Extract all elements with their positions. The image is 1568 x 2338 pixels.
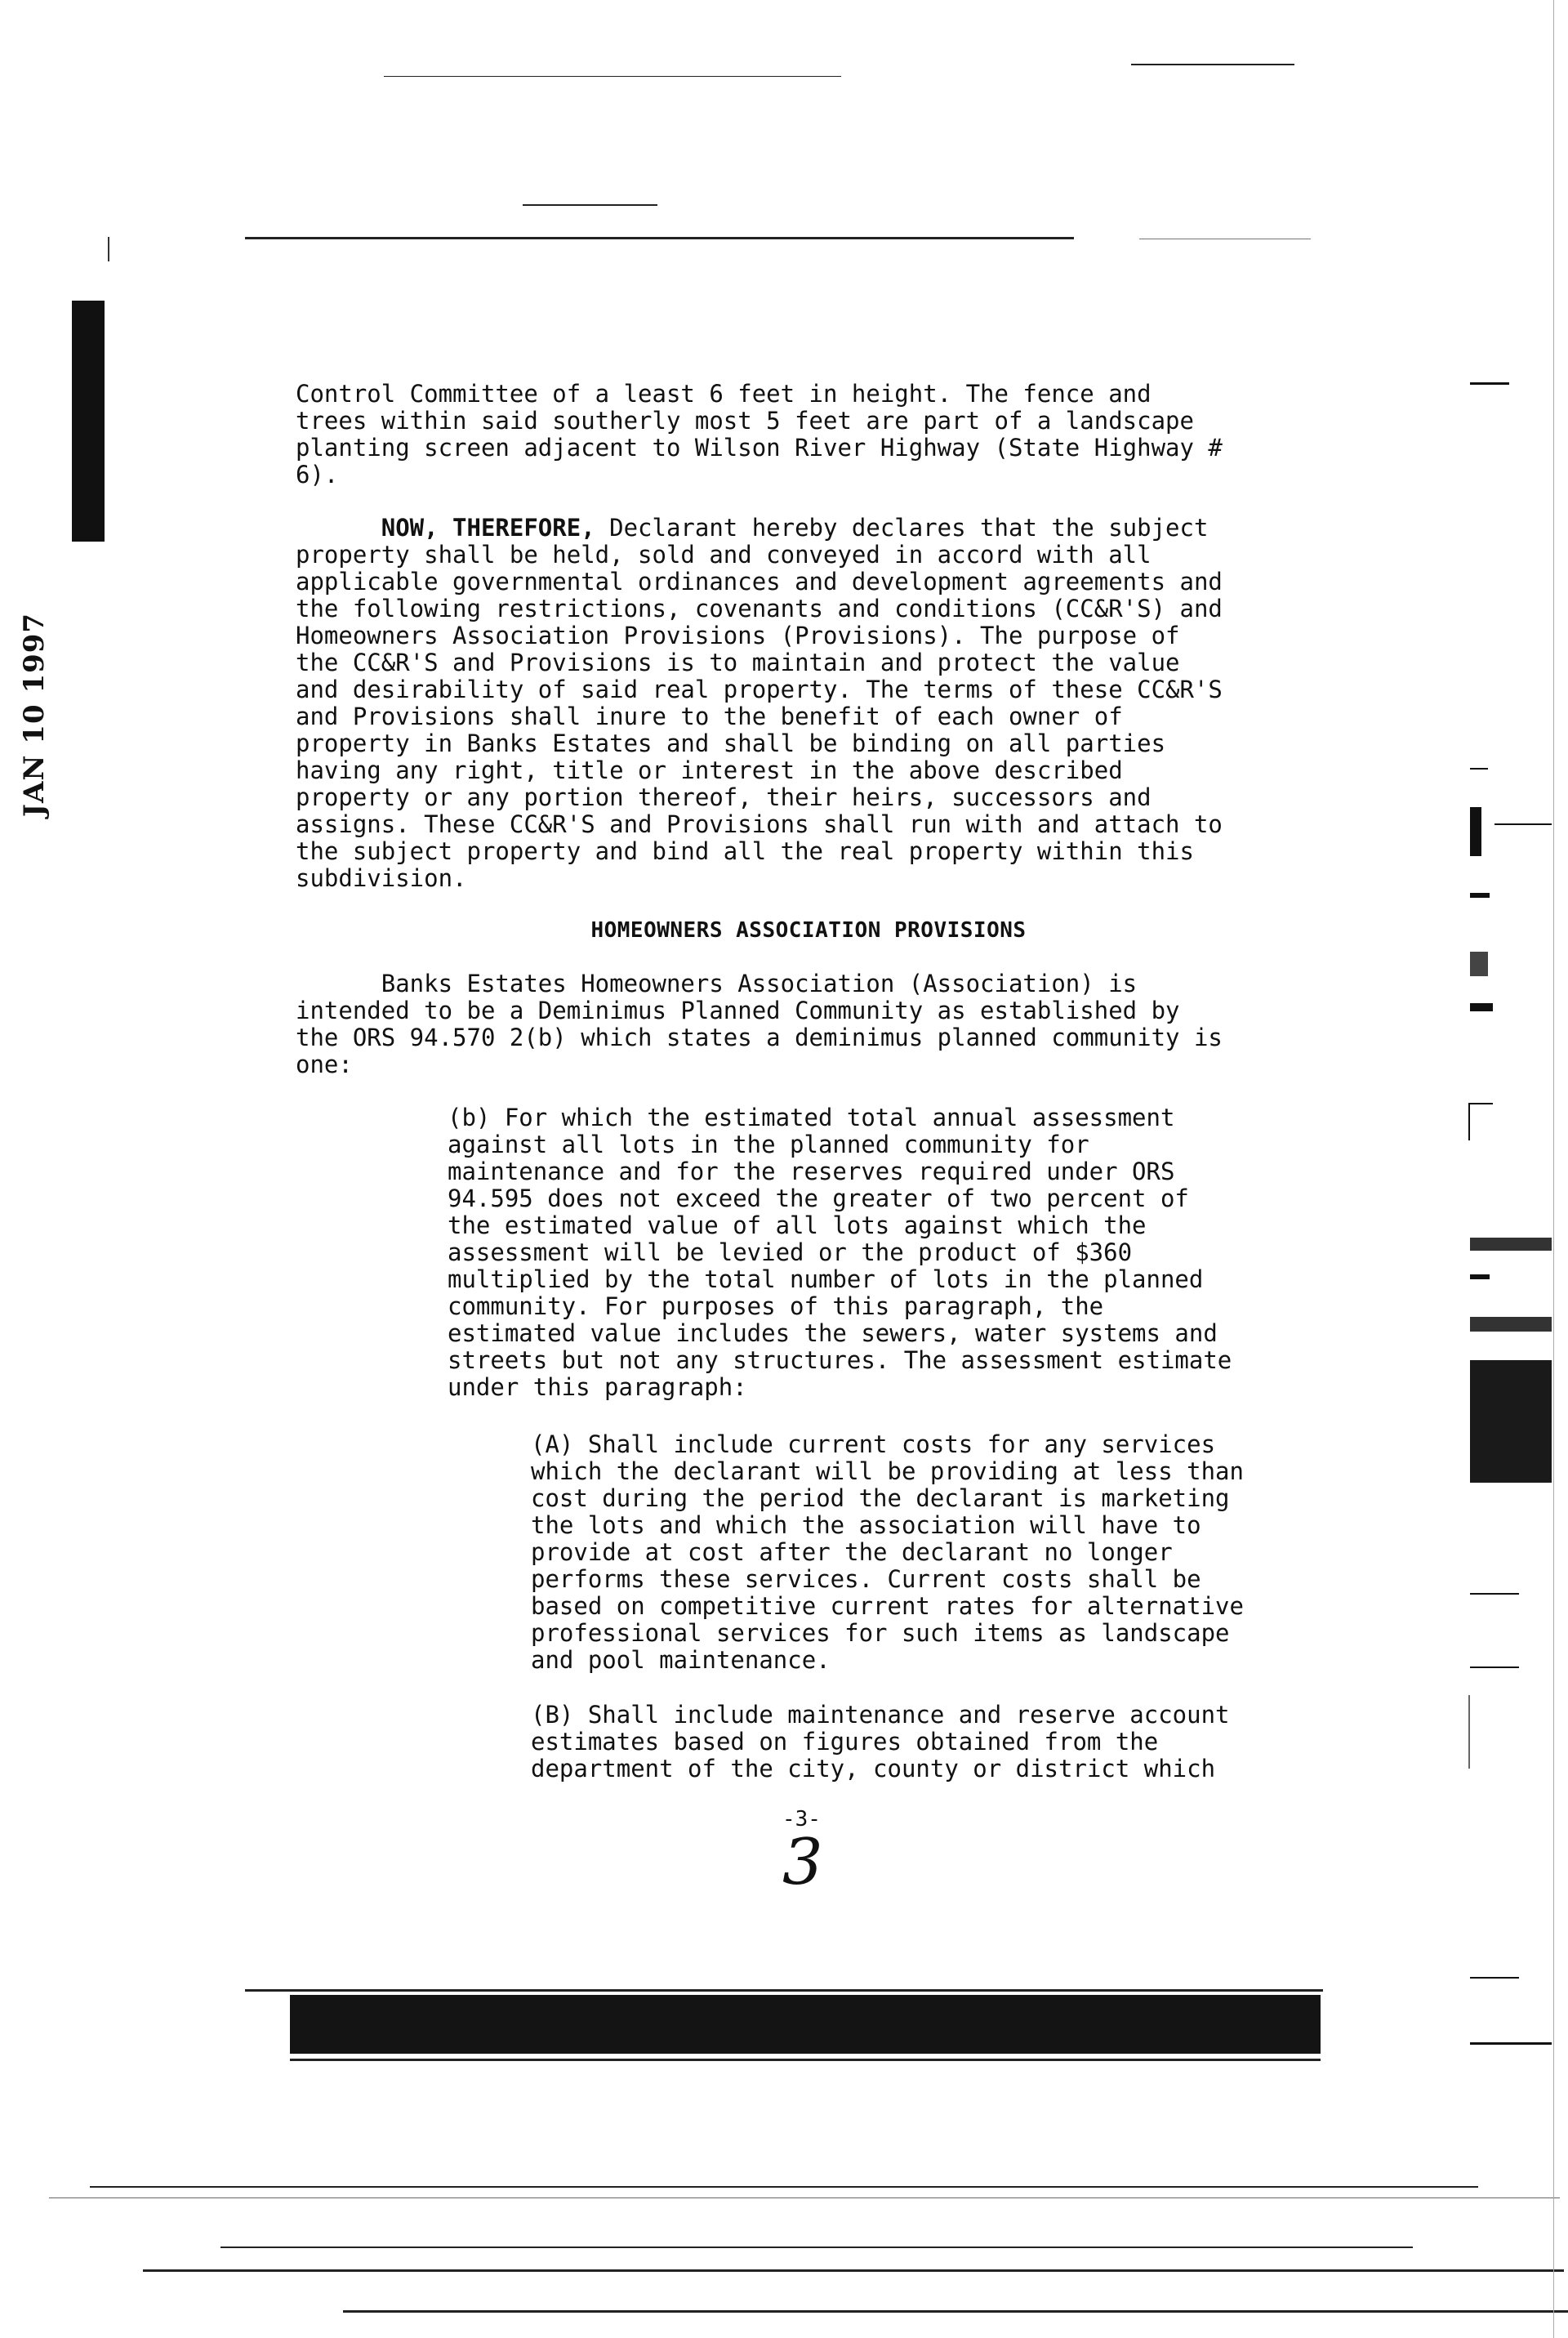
scan-line — [220, 2247, 1413, 2248]
page-number: -3- — [782, 1807, 821, 1832]
scan-mark — [1470, 768, 1488, 770]
scan-mark — [1470, 1360, 1552, 1483]
scan-line — [49, 2197, 1560, 2198]
scan-mark — [1470, 2042, 1552, 2045]
section-heading: HOMEOWNERS ASSOCIATION PROVISIONS — [590, 918, 1027, 943]
paragraph-declaration — [296, 515, 1223, 892]
paragraph-clause-B: (B) Shall include maintenance and reserve account estimates based on figures obtained from the department of the city, county or district which — [531, 1701, 1230, 1783]
scan-line — [143, 2269, 1564, 2272]
scan-mark — [1470, 893, 1490, 898]
scan-mark — [1470, 1317, 1552, 1332]
paragraph-clause-b: (b) For which the estimated total annual assessment against all lots in the planned community for maintenance and for the reserves required under ORS 94.595 does not exceed the greater of two percent of the estimated value of all lots against which the assessment will be levied or the product of $360 multiplied by the total number of lots in the planned community. For purposes of this paragraph, the estimated value includes the sewers, water systems and streets but not any structures. The assessment estimate under this paragraph: — [448, 1104, 1232, 1401]
scan-line — [1553, 0, 1554, 2338]
scan-mark — [1470, 1274, 1490, 1279]
scan-mark — [1470, 807, 1481, 856]
scan-line — [1131, 64, 1294, 65]
paragraph-clause-A: (A) Shall include current costs for any services which the declarant will be providing at less than cost during the period the declarant is marketing the lots and which the association will have to provide at cost after the declarant no longer performs these services. Current costs shall be based on competitive current rates for alternative professional services for such items as landscape and pool maintenance. — [531, 1430, 1244, 1674]
declaration-lead: NOW, THEREFORE, — [296, 514, 595, 542]
date-stamp — [3, 306, 65, 818]
scan-noise-band — [290, 1995, 1321, 2054]
paragraph-association-intro: Banks Estates Homeowners Association (Association) is intended to be a Deminimus Planned Community as established by the ORS 94.570 2(b) which states a deminimus planned community is one: — [296, 970, 1223, 1078]
scan-mark — [1470, 1003, 1493, 1011]
scan-mark — [1468, 1103, 1470, 1140]
scan-mark — [1470, 1666, 1519, 1668]
scan-mark — [1470, 1977, 1519, 1979]
scan-line — [384, 76, 841, 77]
handwritten-page-number: 3 — [782, 1826, 823, 1899]
scan-mark — [1468, 1695, 1470, 1769]
scan-mark — [1470, 952, 1488, 976]
scan-line — [290, 2059, 1321, 2061]
scan-mark — [1468, 1103, 1493, 1104]
scan-line — [245, 237, 1074, 239]
scan-artifact-bar — [72, 301, 105, 542]
scan-mark — [1470, 1593, 1519, 1595]
date-stamp-text: JAN 10 1997 — [18, 612, 51, 818]
scan-mark — [1470, 382, 1509, 385]
scan-line — [343, 2310, 1568, 2313]
scan-line — [523, 204, 657, 206]
scan-line — [108, 237, 109, 261]
scan-line — [245, 1989, 1323, 1992]
paragraph-fence-description: Control Committee of a least 6 feet in height. The fence and trees within said southerly most 5 feet are part of a landscape planting screen adjacent to Wilson River Highway (State Highway # 6). — [296, 380, 1223, 489]
scan-mark — [1470, 1238, 1552, 1251]
scan-line — [90, 2186, 1478, 2188]
scan-mark — [1494, 823, 1552, 825]
declaration-body: Declarant hereby declares that the subject property shall be held, sold and conveyed in accord with all applicable governmental ordinances and development agreements and the following restrictions, covenants and conditions (CC&R'S) and Homeowners Association Provisions (Provisions). The purpose of the CC&R'S and Provisions is to maintain and protect the value and desirability of said real property. The terms of these CC&R'S and Provisions shall inure to the benefit of each owner of property in Banks Estates and shall be binding on all parties having any right, title or interest in the above described property or any portion thereof, their heirs, successors and assigns. These CC&R'S and Provisions shall run with and attach to the subject property and bind all the real property within this subdivision. — [296, 514, 1223, 892]
